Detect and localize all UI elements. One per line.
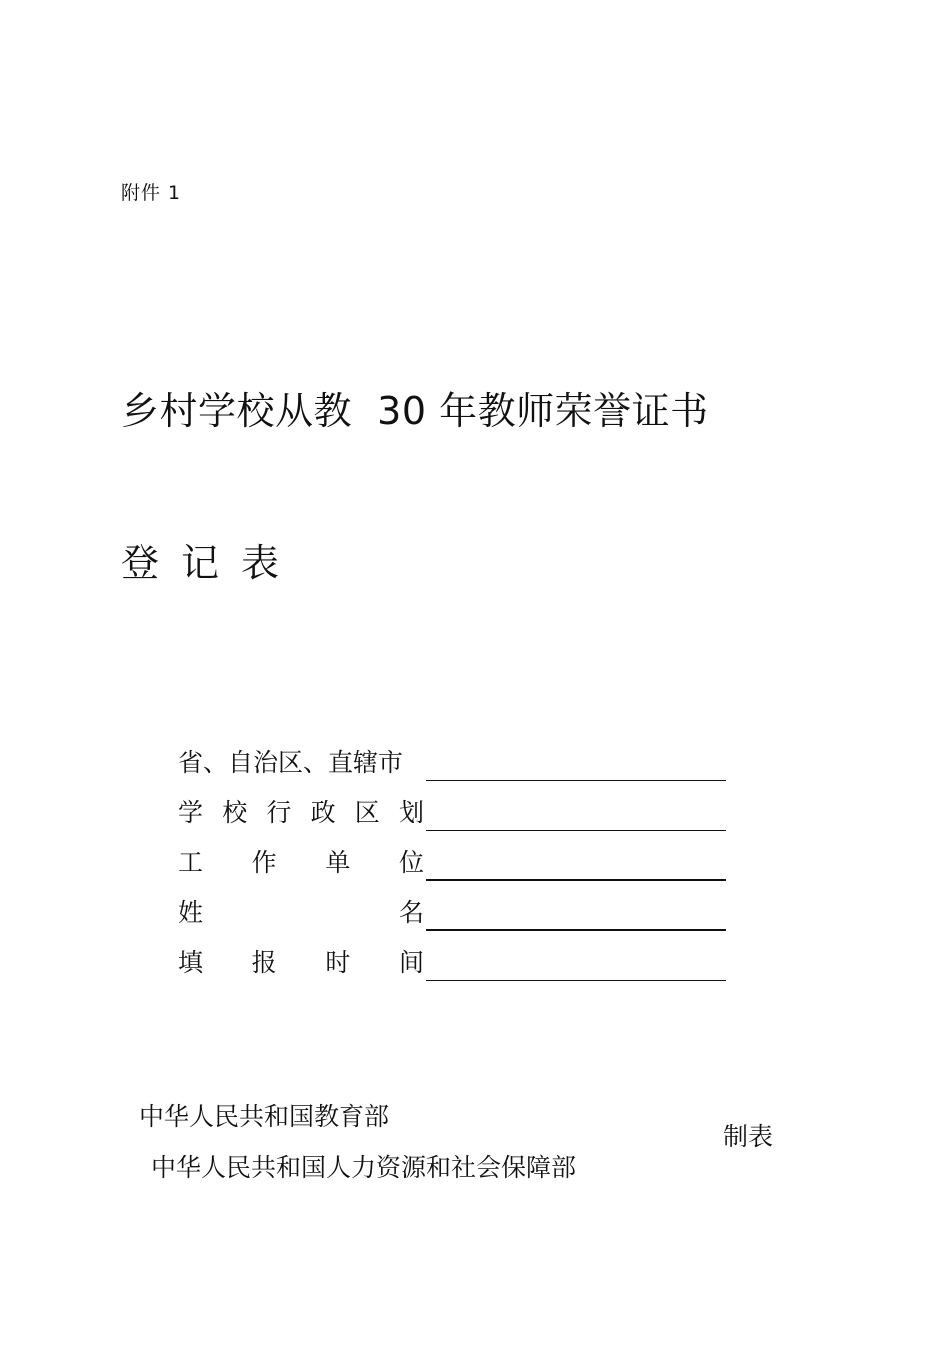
form-row-work-unit [178, 845, 726, 881]
label-char: 名 [398, 898, 424, 927]
label-char: 学 [178, 798, 204, 827]
field-line-province[interactable] [426, 780, 726, 781]
field-label-school-district [178, 793, 424, 829]
label-char: 时 [325, 948, 351, 977]
field-label-name [178, 893, 424, 929]
label-char: 位 [398, 848, 424, 877]
label-char: 填 [178, 948, 204, 977]
form-row-report-date [178, 945, 726, 981]
label-char: 作 [251, 848, 277, 877]
field-label-report-date [178, 943, 424, 979]
label-char: 政 [310, 798, 336, 827]
field-line-school-district[interactable] [426, 830, 726, 831]
label-char: 行 [266, 798, 292, 827]
field-label-province: 省、自治区、直辖市 [178, 748, 404, 777]
label-char: 姓 [178, 898, 204, 927]
form-row-school-district [178, 795, 726, 831]
label-char: 校 [222, 798, 248, 827]
field-line-name[interactable] [426, 929, 726, 931]
attachment-label: 附件 1 [121, 182, 182, 204]
label-char: 区 [354, 798, 380, 827]
label-char: 工 [178, 848, 204, 877]
document-subtitle: 登记表 [121, 541, 302, 585]
field-label-work-unit [178, 843, 424, 879]
label-char: 划 [398, 798, 424, 827]
issuer-ministry-education: 中华人民共和国教育部 [139, 1102, 390, 1131]
label-char: 单 [325, 848, 351, 877]
field-line-work-unit[interactable] [426, 879, 726, 881]
issuer-suffix: 制表 [723, 1122, 774, 1151]
document-title: 乡村学校从教 30 年教师荣誉证书 [121, 389, 709, 433]
issuer-ministry-hr: 中华人民共和国人力资源和社会保障部 [151, 1153, 577, 1182]
field-line-report-date[interactable] [426, 980, 726, 981]
label-char: 间 [398, 948, 424, 977]
label-char: 报 [251, 948, 277, 977]
form-row-province [178, 745, 726, 781]
form-row-name [178, 895, 726, 931]
